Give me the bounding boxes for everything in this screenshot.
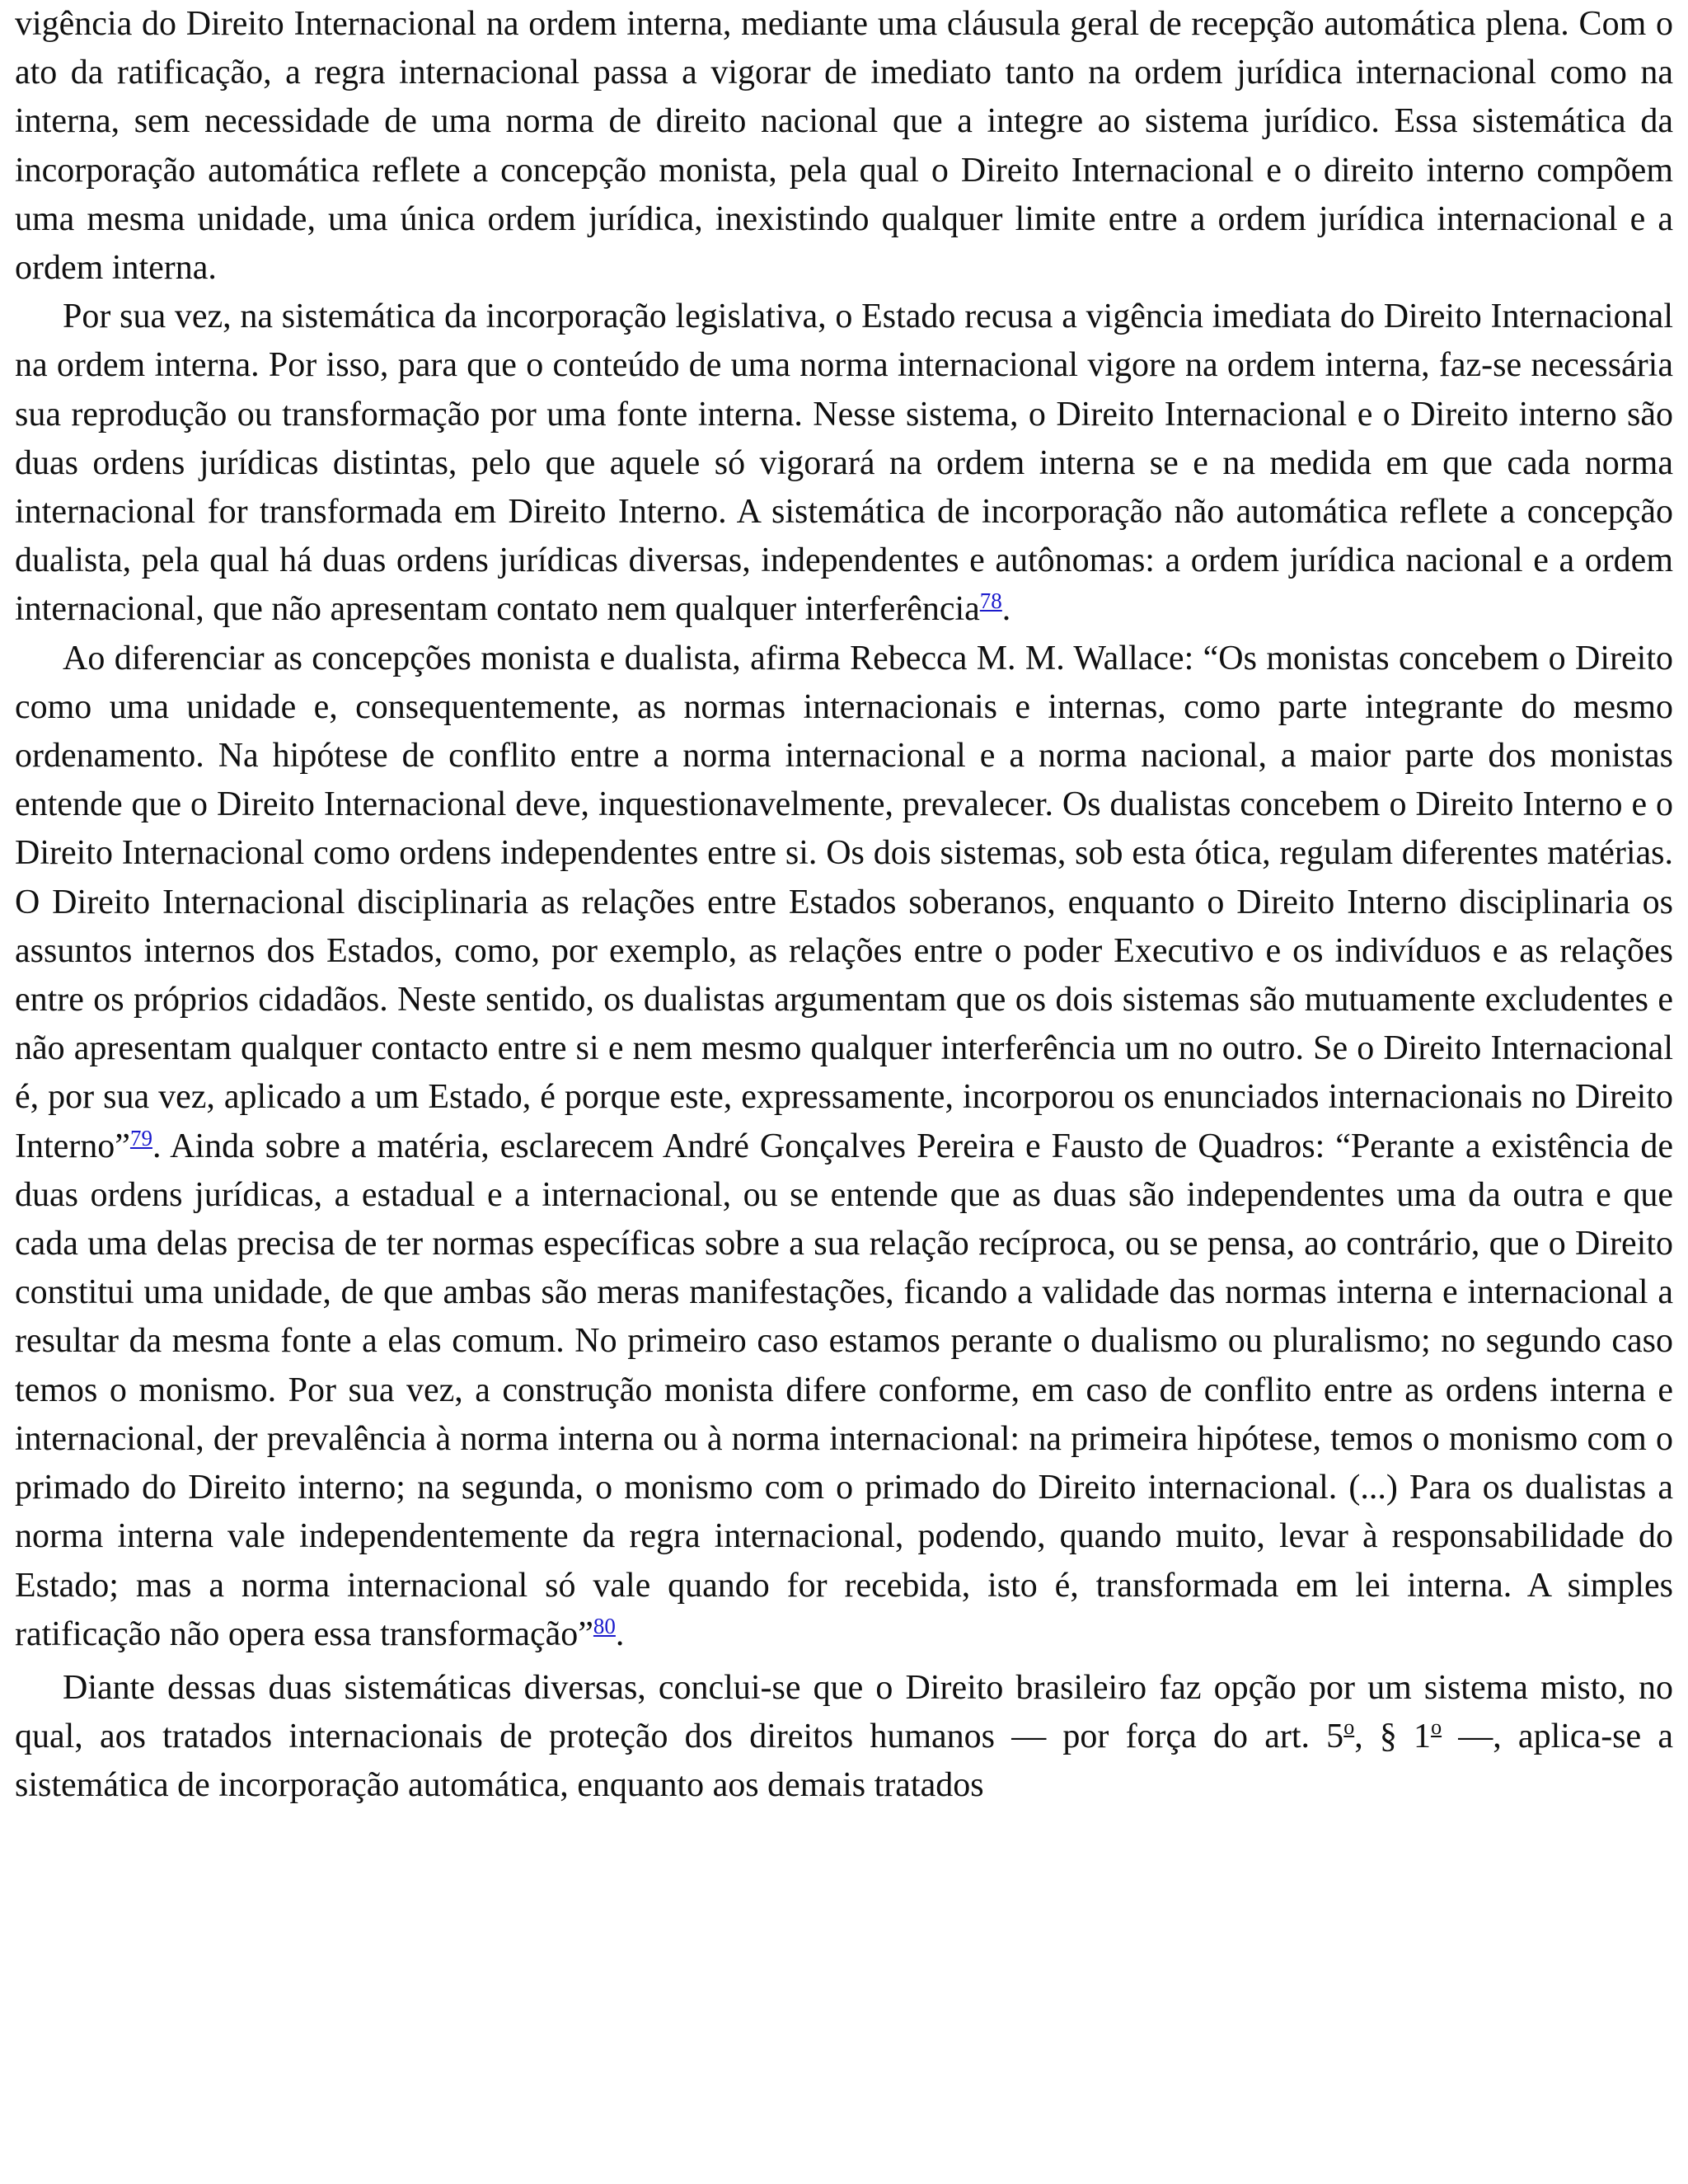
paragraph-4-text-a: Diante dessas duas sistemáticas diversas, conclui-se que o Direito brasileiro faz opção por um sistema misto, no qual, aos tratados internacionais de proteção dos direitos humanos — por força do art. 5 [15, 1668, 1673, 1756]
paragraph-2 [15, 293, 1673, 634]
paragraph-1 [15, 0, 1673, 293]
paragraph-4-text-b: , § 1 [1354, 1718, 1432, 1756]
document-page [15, 0, 1673, 1811]
footnote-link-78[interactable]: 78 [979, 588, 1002, 614]
paragraph-2-text: Por sua vez, na sistemática da incorporação legislativa, o Estado recusa a vigência imediata do Direito Internacional na ordem interna. Por isso, para que o conteúdo de uma norma internacional vigore na ordem interna, faz-se necessária sua reprodução ou transformação por uma fonte interna. Nesse sistema, o Direito Internacional e o Direito interno são duas ordens jurídicas distintas, pelo que aquele só vigorará na ordem interna se e na medida em que cada norma internacional for transformada em Direito Interno. A sistemática de incorporação não automática reflete a concepção dualista, pela qual há duas ordens jurídicas diversas, independentes e autônomas: a ordem jurídica nacional e a ordem internacional, que não apresentam contato nem qualquer interferência [15, 298, 1673, 629]
paragraph-3-text-a: Ao diferenciar as concepções monista e dualista, afirma Rebecca M. M. Wallace: “Os monistas concebem o Direito como uma unidade e, consequentemente, as normas internacionais e internas, como parte integrante do mesmo ordenamento. Na hipótese de conflito entre a norma internacional e a norma nacional, a maior parte dos monistas entende que o Direito Internacional deve, inquestionavelmente, prevalecer. Os dualistas concebem o Direito Interno e o Direito Internacional como ordens independentes entre si. Os dois sistemas, sob esta ótica, regulam diferentes matérias. O Direito Internacional disciplinaria as relações entre Estados soberanos, enquanto o Direito Interno disciplinaria os assuntos internos dos Estados, como, por exemplo, as relações entre o poder Executivo e os indivíduos e as relações entre os próprios cidadãos. Neste sentido, os dualistas argumentam que os dois sistemas são mutuamente excludentes e não apresentam qualquer contacto entre si e nem mesmo qualquer interferência um no outro. Se o Direito Internacional é, por sua vez, aplicado a um Estado, é porque este, expressamente, incorporou os enunciados internacionais no Direito Interno” [15, 639, 1673, 1165]
paragraph-2-period: . [1001, 590, 1011, 629]
paragraph-3 [15, 635, 1673, 1659]
footnote-link-79[interactable]: 79 [129, 1125, 152, 1151]
paragraph-3-text-b: . Ainda sobre a matéria, esclarecem André Gonçalves Pereira e Fausto de Quadros: “Perante a existência de duas ordens jurídicas, a estadual e a internacional, ou se entende que as duas são independentes uma da outra e que cada uma delas precisa de ter normas específicas sobre a sua relação recíproca, ou se pensa, ao contrário, que o Direito constitui uma unidade, de que ambas são meras manifestações, ficando a validade das normas interna e internacional a resultar da mesma fonte a elas comum. No primeiro caso estamos perante o dualismo ou pluralismo; no segundo caso temos o monismo. Por sua vez, a construção monista difere conforme, em caso de conflito entre as ordens interna e internacional, der prevalência à norma interna ou à norma internacional: na primeira hipótese, temos o monismo com o primado do Direito interno; na segunda, o monismo com o primado do Direito internacional. (...) Para os dualistas a norma interna vale independentemente da regra internacional, podendo, quando muito, levar à responsabilidade do Estado; mas a norma internacional só vale quando for recebida, isto é, transformada em lei interna. A simples ratificação não opera essa transformação” [15, 1127, 1673, 1653]
paragraph-3-period: . [615, 1615, 625, 1653]
ordinal-indicator: o [1343, 1715, 1355, 1740]
footnote-link-80[interactable]: 80 [593, 1613, 616, 1638]
paragraph-4 [15, 1664, 1673, 1811]
paragraph-1-text: vigência do Direito Internacional na ordem interna, mediante uma cláusula geral de recepção automática plena. Com o ato da ratificação, a regra internacional passa a vigorar de imediato tanto na ordem jurídica internacional como na interna, sem necessidade de uma norma de direito nacional que a integre ao sistema jurídico. Essa sistemática da incorporação automática reflete a concepção monista, pela qual o Direito Internacional e o direito interno compõem uma mesma unidade, uma única ordem jurídica, inexistindo qualquer limite entre a ordem jurídica internacional e a ordem interna. [15, 5, 1673, 288]
paragraph-4-text-c: —, aplica-se a sistemática de incorporação automática, enquanto aos demais tratados [15, 1718, 1673, 1805]
ordinal-indicator: o [1431, 1715, 1442, 1740]
